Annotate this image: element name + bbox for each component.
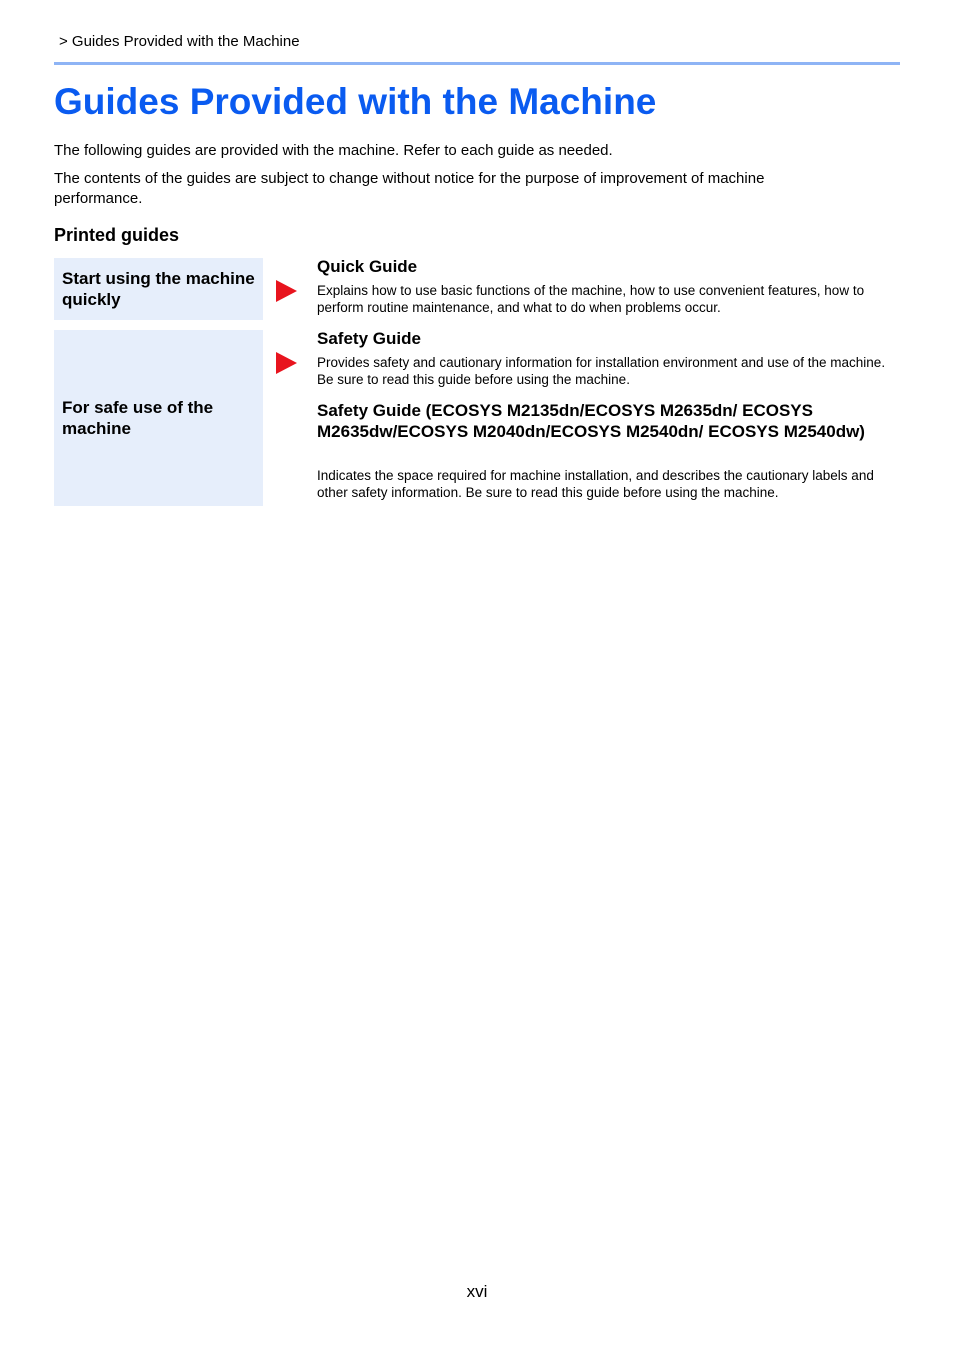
category-box-safety <box>54 330 263 506</box>
triangle-right-icon <box>276 352 297 374</box>
section-heading: Printed guides <box>54 225 180 245</box>
guide-description: Explains how to use basic functions of the machine, how to use convenient features, how to perform routine maintenance, and what to do when problems occur. <box>317 283 865 315</box>
header-divider <box>54 62 900 65</box>
guide-title: Safety Guide (ECOSYS M2135dn/ECOSYS M2635dn/ ECOSYS M2635dw/ECOSYS M2040dn/ECOSYS M2540dn/ ECOSYS M2540dw) <box>317 401 865 441</box>
category-box-quick-start <box>54 258 263 320</box>
breadcrumb: > Guides Provided with the Machine <box>59 33 300 50</box>
intro-paragraph: The contents of the guides are subject to change without notice for the purpose of improvement of machine performance. <box>54 170 765 207</box>
guide-description: Indicates the space required for machine installation, and describes the cautionary labels and other safety information. Be sure to read this guide before using the machine. <box>317 468 874 500</box>
intro-paragraph: The following guides are provided with the machine. Refer to each guide as needed. <box>54 142 613 159</box>
page-number: xvi <box>466 1282 488 1301</box>
guide-title: Quick Guide <box>317 257 418 276</box>
guide-title: Safety Guide <box>317 329 421 348</box>
category-label: For safe use of the machine <box>62 398 214 438</box>
category-label: Start using the machine quickly <box>62 269 255 309</box>
page-title: Guides Provided with the Machine <box>54 81 657 122</box>
guide-description: Provides safety and cautionary information for installation environment and use of the machine. Be sure to read this guide before using the machine. <box>317 355 886 387</box>
triangle-right-icon <box>276 280 297 302</box>
